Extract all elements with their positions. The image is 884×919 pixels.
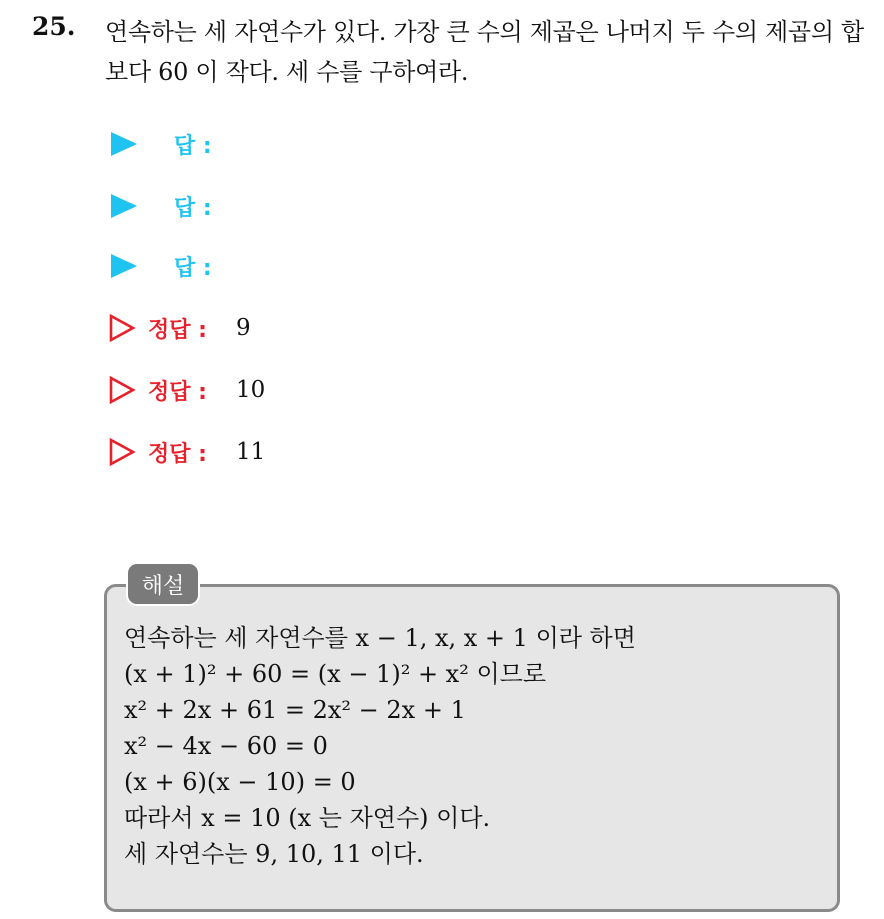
solution-tag: 해설 [128, 564, 198, 604]
solution-line: x² − 4x − 60 = 0 [124, 732, 328, 760]
correct-answer-value: 9 [236, 315, 251, 341]
answer-label: 답 : [174, 133, 212, 159]
correct-answer-label: 정답 : [148, 441, 207, 467]
solution-line: 따라서 x = 10 (x 는 자연수) 이다. [124, 804, 491, 832]
solution-line: 세 자연수는 9, 10, 11 이다. [124, 840, 424, 868]
correct-answer-value: 10 [236, 377, 266, 403]
outline-triangle-icon [108, 438, 136, 466]
filled-triangle-icon [111, 132, 137, 156]
blank-answer-row [108, 124, 508, 164]
outline-triangle-icon [108, 314, 136, 342]
problem-statement: 연속하는 세 자연수가 있다. 가장 큰 수의 제곱은 나머지 두 수의 제곱의 합보다 60 이 작다. 세 수를 구하여라. [105, 18, 864, 86]
answer-label: 답 : [174, 195, 212, 221]
outline-triangle-icon [108, 376, 136, 404]
problem-number: 25. [32, 12, 76, 41]
answer-label: 답 : [174, 255, 212, 281]
blank-answer-row [108, 186, 508, 226]
solution-line: 연속하는 세 자연수를 x − 1, x, x + 1 이라 하면 [124, 624, 636, 652]
solution-line: (x + 1)² + 60 = (x − 1)² + x² 이므로 [124, 660, 547, 688]
correct-answer-row [108, 432, 508, 472]
filled-triangle-icon [111, 194, 137, 218]
correct-answer-value: 11 [236, 439, 266, 465]
correct-answer-label: 정답 : [148, 317, 207, 343]
filled-triangle-icon [111, 254, 137, 278]
solution-content [124, 620, 824, 872]
correct-answer-row [108, 308, 508, 348]
solution-line: x² + 2x + 61 = 2x² − 2x + 1 [124, 696, 466, 724]
correct-answer-label: 정답 : [148, 379, 207, 405]
solution-line: (x + 6)(x − 10) = 0 [124, 768, 356, 796]
blank-answer-row [108, 246, 508, 286]
correct-answer-row [108, 370, 508, 410]
